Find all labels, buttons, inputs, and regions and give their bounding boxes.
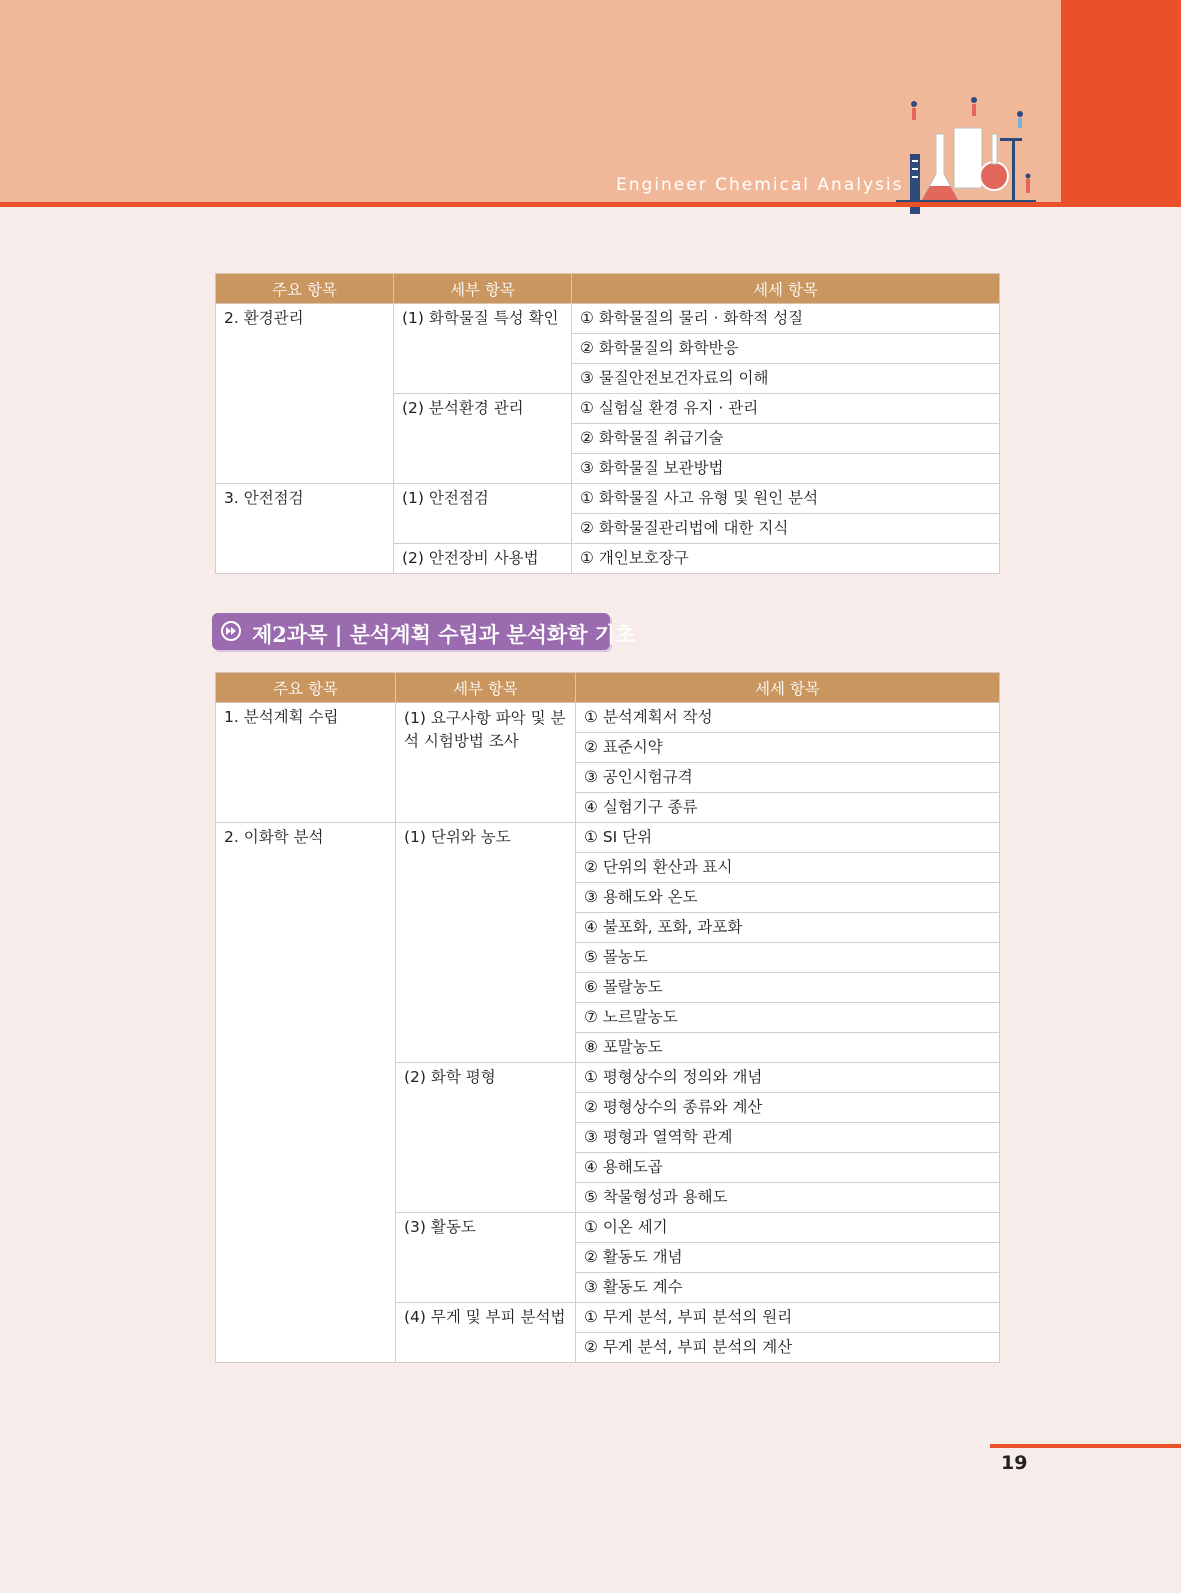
- main-item: 2. 환경관리: [216, 304, 394, 484]
- sub-item: (2) 화학 평형: [396, 1063, 576, 1213]
- detail-item: ⑤ 몰농도: [576, 943, 1000, 973]
- col-header-detail: 세세 항목: [576, 673, 1000, 703]
- page-header: [0, 0, 1181, 206]
- detail-item: ③ 활동도 계수: [576, 1273, 1000, 1303]
- syllabus-table-2: [215, 672, 1000, 1363]
- detail-item: ① SI 단위: [576, 823, 1000, 853]
- sub-item: (3) 활동도: [396, 1213, 576, 1303]
- syllabus-table-1: [215, 273, 1000, 574]
- detail-item: ⑦ 노르말농도: [576, 1003, 1000, 1033]
- footer-accent-line: [990, 1444, 1181, 1448]
- detail-item: ② 평형상수의 종류와 계산: [576, 1093, 1000, 1123]
- sub-item: (4) 무게 및 부피 분석법: [396, 1303, 576, 1363]
- detail-item: ① 화학물질의 물리 · 화학적 성질: [572, 304, 1000, 334]
- fast-forward-icon: [221, 621, 241, 641]
- sub-item: (2) 분석환경 관리: [394, 394, 572, 484]
- detail-item: ④ 실험기구 종류: [576, 793, 1000, 823]
- detail-item: ③ 평형과 열역학 관계: [576, 1123, 1000, 1153]
- detail-item: ① 개인보호장구: [572, 544, 1000, 574]
- detail-item: ③ 물질안전보건자료의 이해: [572, 364, 1000, 394]
- detail-item: ② 화학물질의 화학반응: [572, 334, 1000, 364]
- col-header-detail: 세세 항목: [572, 274, 1000, 304]
- detail-item: ② 단위의 환산과 표시: [576, 853, 1000, 883]
- sub-item: (1) 요구사항 파악 및 분석 시험방법 조사: [396, 703, 576, 823]
- header-divider: [0, 202, 1181, 207]
- sub-item: (2) 안전장비 사용법: [394, 544, 572, 574]
- sub-item: (1) 안전점검: [394, 484, 572, 544]
- detail-item: ③ 용해도와 온도: [576, 883, 1000, 913]
- detail-item: ⑧ 포말농도: [576, 1033, 1000, 1063]
- main-item: 1. 분석계획 수립: [216, 703, 396, 823]
- detail-item: ④ 용해도곱: [576, 1153, 1000, 1183]
- main-item: 3. 안전점검: [216, 484, 394, 574]
- section-title: 제2과목 | 분석계획 수립과 분석화학 기초: [252, 622, 636, 647]
- detail-item: ② 화학물질 취급기술: [572, 424, 1000, 454]
- detail-item: ① 실험실 환경 유지 · 관리: [572, 394, 1000, 424]
- detail-item: ② 활동도 개념: [576, 1243, 1000, 1273]
- header-title: Engineer Chemical Analysis: [616, 175, 904, 195]
- col-header-sub: 세부 항목: [394, 274, 572, 304]
- detail-item: ⑤ 착물형성과 용해도: [576, 1183, 1000, 1213]
- detail-item: ③ 공인시험규격: [576, 763, 1000, 793]
- detail-item: ① 평형상수의 정의와 개념: [576, 1063, 1000, 1093]
- sub-item: (1) 단위와 농도: [396, 823, 576, 1063]
- detail-item: ② 무게 분석, 부피 분석의 계산: [576, 1333, 1000, 1363]
- detail-item: ④ 불포화, 포화, 과포화: [576, 913, 1000, 943]
- sub-item: (1) 화학물질 특성 확인: [394, 304, 572, 394]
- col-header-main: 주요 항목: [216, 673, 396, 703]
- detail-item: ② 표준시약: [576, 733, 1000, 763]
- col-header-main: 주요 항목: [216, 274, 394, 304]
- section-title-badge: [212, 613, 636, 650]
- col-header-sub: 세부 항목: [396, 673, 576, 703]
- detail-item: ③ 화학물질 보관방법: [572, 454, 1000, 484]
- detail-item: ① 이온 세기: [576, 1213, 1000, 1243]
- detail-item: ① 화학물질 사고 유형 및 원인 분석: [572, 484, 1000, 514]
- main-item: 2. 이화학 분석: [216, 823, 396, 1363]
- detail-item: ① 무게 분석, 부피 분석의 원리: [576, 1303, 1000, 1333]
- header-accent-block: [1061, 0, 1181, 202]
- detail-item: ⑥ 몰랄농도: [576, 973, 1000, 1003]
- detail-item: ① 분석계획서 작성: [576, 703, 1000, 733]
- detail-item: ② 화학물질관리법에 대한 지식: [572, 514, 1000, 544]
- page-number: 19: [1001, 1452, 1028, 1474]
